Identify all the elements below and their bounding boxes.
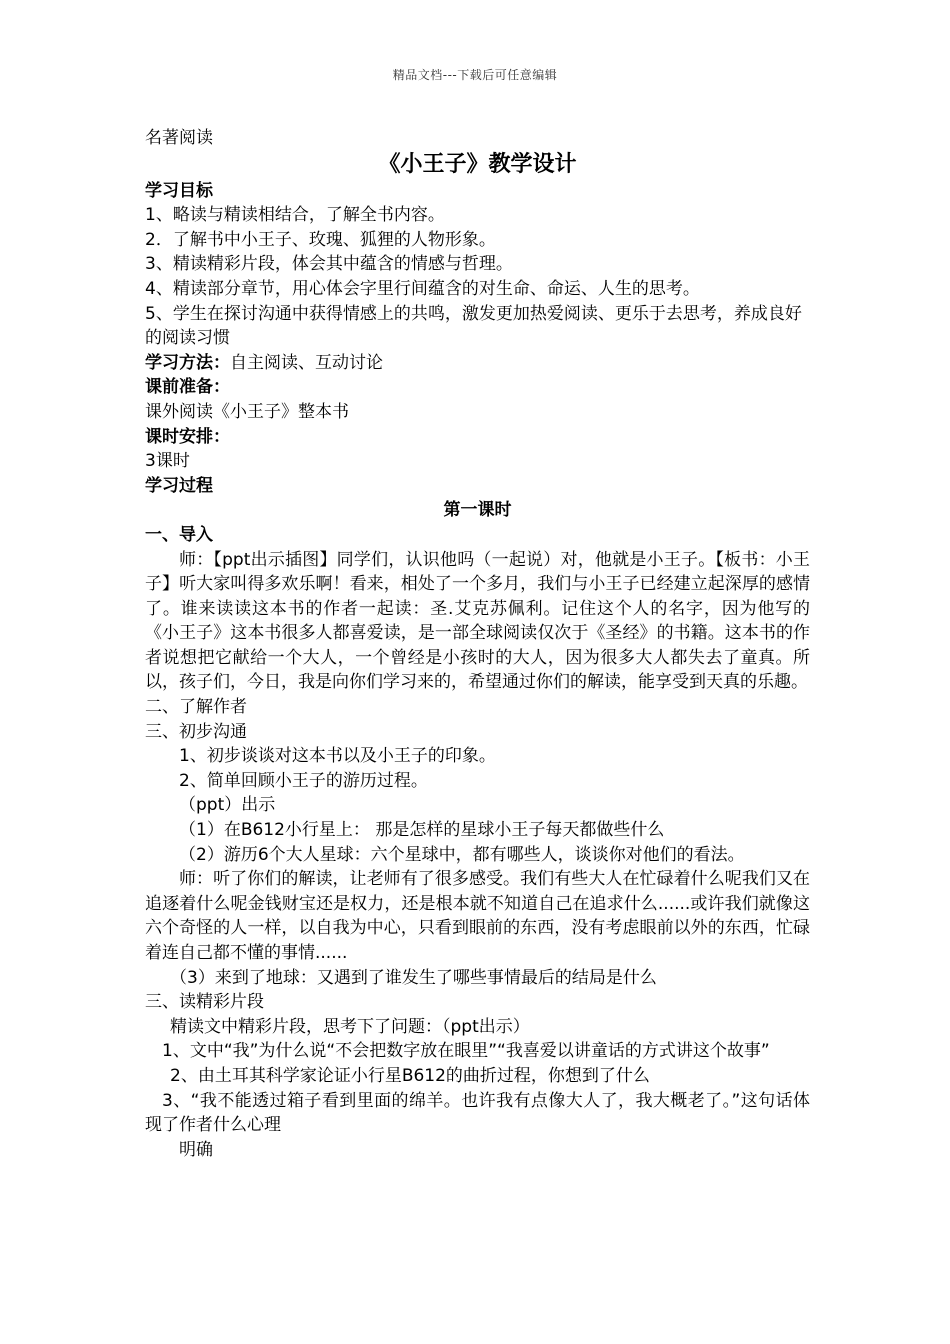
objective-item: 5、学生在探讨沟通中获得情感上的共鸣，激发更加热爱阅读、更乐于去思考，养成良好的阅读习惯 <box>145 303 802 349</box>
lesson1-heading: 第一课时 <box>443 500 512 521</box>
teacher-paragraph: 师：听了你们的解读，让老师有了很多感受。我们有些大人在忙碌着什么呢我们又在追逐着什么呢金钱财宝还是权力，还是根本就不知道自己在追求什么......或许我们就像这六个奇怪的人一样，以自我为中心，只看到眼前的东西，没有考虑眼前以外的东西，忙碌着连自己都不懂的事情...... <box>145 869 810 963</box>
section2-heading: 二、了解作者 <box>145 697 247 718</box>
schedule-heading: 课时安排： <box>145 426 230 447</box>
process-heading: 学习过程 <box>145 475 213 496</box>
schedule-text: 3课时 <box>145 451 190 472</box>
section4-question: 2、由土耳其科学家论证小行星B612的曲折过程，你想到了什么 <box>170 1065 650 1086</box>
method-text: 自主阅读、互动讨论 <box>230 352 383 373</box>
page-header: 精品文档---下载后可任意编辑 <box>392 68 558 82</box>
objective-item: 1、略读与精读相结合，了解全书内容。 <box>145 205 445 226</box>
clarify-label: 明确 <box>179 1139 213 1160</box>
section1-paragraph: 师：【ppt出示插图】同学们，认识他吗（一起说）对，他就是小王子。【板书：小王子】听大家叫得多欢乐啊！看来，相处了一个多月，我们与小王子已经建立起深厚的感情了。谁来读读这本书的作者一起读：圣.艾克苏佩利。记住这个人的名字，因为他写的《小王子》这本书很多人都喜爱读，是一部全球阅读仅次于《圣经》的书籍。这本书的作者说想把它献给一个大人，一个曾经是小孩时的大人，因为很多大人都失去了童真。所以，孩子们，今日，我是向你们学习来的，希望通过你们的解读，能享受到天真的乐趣。 <box>145 549 810 693</box>
prep-text: 课外阅读《小王子》整本书 <box>145 401 349 422</box>
section3-item: 1、初步谈谈对这本书以及小王子的印象。 <box>179 746 496 767</box>
method-label: 学习方法： <box>145 352 230 373</box>
section3-heading: 三、初步沟通 <box>145 721 247 742</box>
document-body <box>145 126 810 1162</box>
section4-heading: 三、读精彩片段 <box>145 992 264 1013</box>
document-title: 《小王子》教学设计 <box>378 151 577 177</box>
section3-item: （1）在B612小行星上： 那是怎样的星球小王子每天都做些什么 <box>179 820 665 841</box>
objective-item: 4、精读部分章节，用心体会字里行间蕴含的对生命、命运、人生的思考。 <box>145 278 700 299</box>
objective-item: 3、精读精彩片段，体会其中蕴含的情感与哲理。 <box>145 254 513 275</box>
section4-question: 1、文中“我”为什么说“不会把数字放在眼里”“我喜爱以讲童话的方式讲这个故事” <box>162 1041 770 1062</box>
objectives-heading: 学习目标 <box>145 180 213 201</box>
section3-item: （3）来到了地球：又遇到了谁发生了哪些事情最后的结局是什么 <box>170 967 657 988</box>
section4-question: 3、“我不能透过箱子看到里面的绵羊。也许我有点像大人了，我大概老了。”这句话体现了作者什么心理 <box>145 1090 810 1136</box>
category-label: 名著阅读 <box>145 128 213 148</box>
objective-item: 2．了解书中小王子、玫瑰、狐狸的人物形象。 <box>145 229 496 250</box>
method-line <box>145 351 810 376</box>
section3-item: 2、简单回顾小王子的游历过程。 <box>179 770 428 791</box>
section4-intro: 精读文中精彩片段，思考下了问题：（ppt出示） <box>170 1016 530 1037</box>
section1-heading: 一、导入 <box>145 524 213 545</box>
section3-item: （ppt）出示 <box>179 795 276 816</box>
section3-item: （2）游历6个大人星球：六个星球中，都有哪些人，谈谈你对他们的看法。 <box>179 844 745 865</box>
prep-heading: 课前准备： <box>145 377 230 398</box>
